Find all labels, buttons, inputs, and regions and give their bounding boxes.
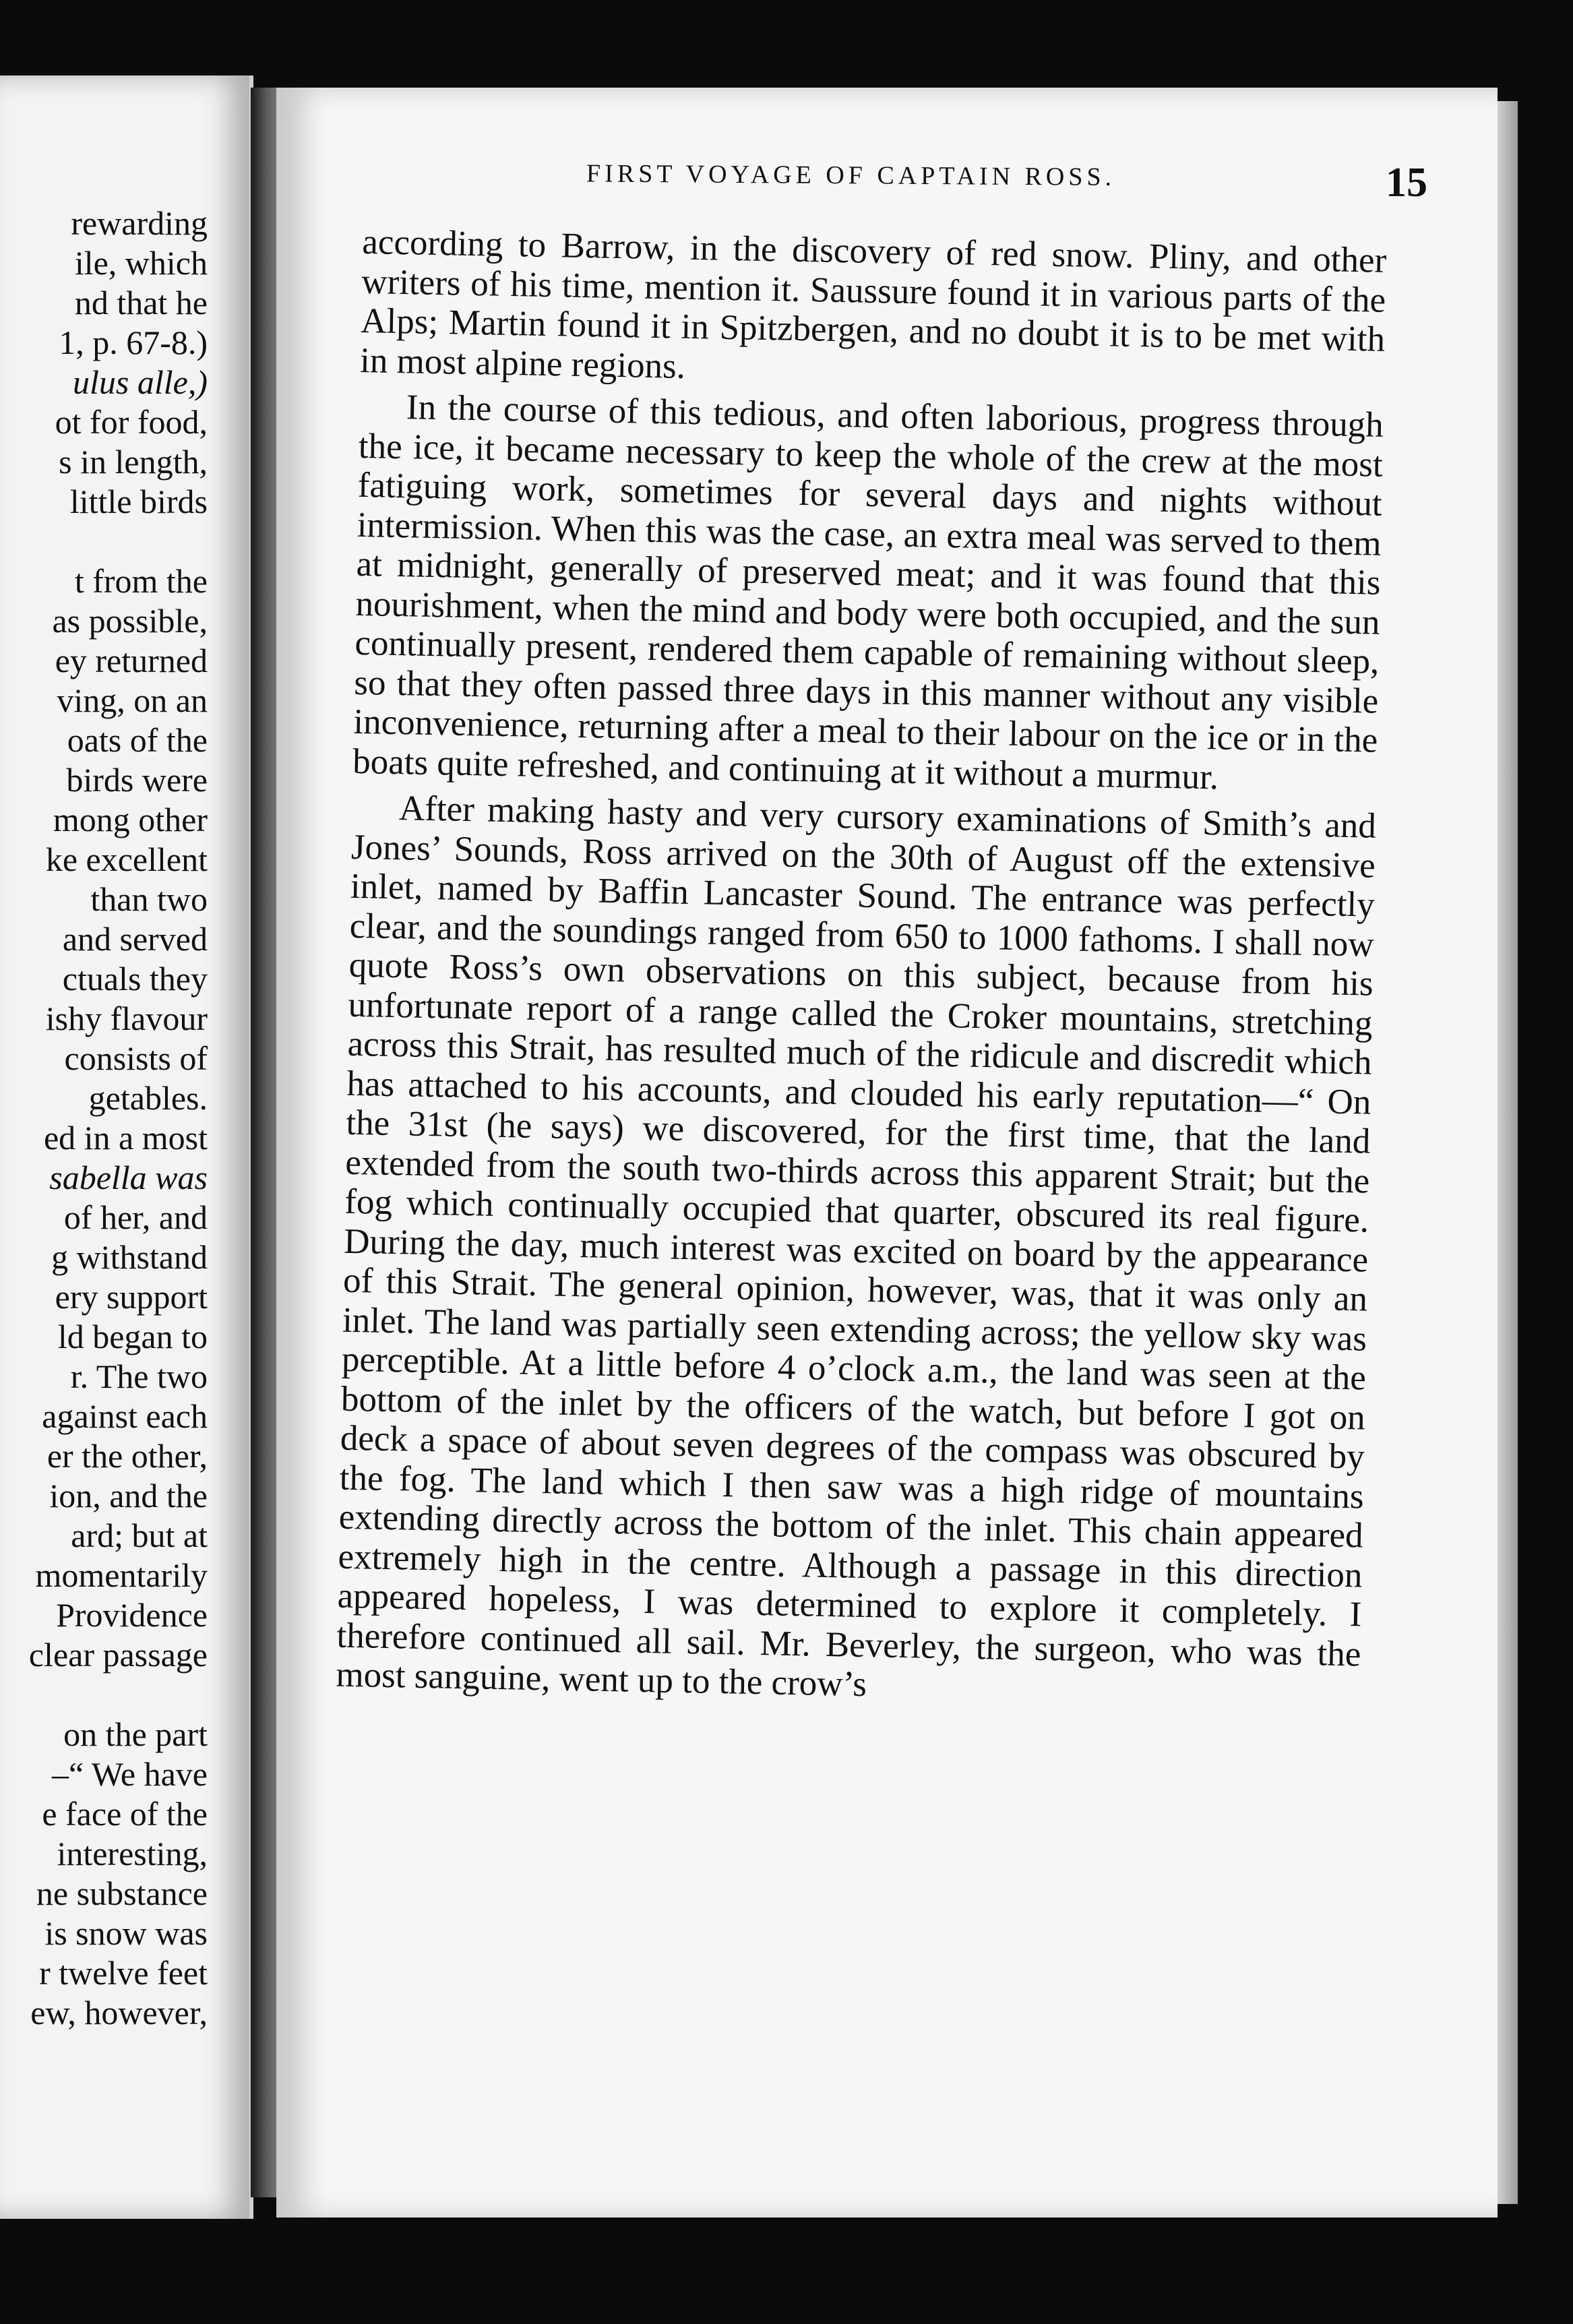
text-line: ion, and the	[49, 1477, 208, 1515]
text-line: er the other,	[47, 1437, 208, 1475]
text-line	[29, 363, 208, 402]
paragraph: In the course of this tedious, and often laborious, progress through the ice, it became necessary to keep the whole of the crew at the most fatiguing work, sometimes for several days and nights without intermission. When this was the case, an extra meal was served to them at midnight, generally of preserved meat; and it was found that this nourishment, when the mind and body were both occupied, and the sun continually present, rendered them capable of remaining without sleep, so that they often passed three days in this manner without any visible inconvenience, returning after a meal to their labour on the ice or in the boats quite refreshed, and continuing at it without a murmur.	[352, 388, 1384, 797]
text-line: s in length,	[59, 443, 208, 481]
text-line: consists of	[64, 1039, 208, 1077]
text-line: ke excellent	[45, 840, 208, 878]
text-line: against each	[42, 1397, 208, 1435]
text-line: g withstand	[51, 1238, 208, 1276]
text-line: r twelve feet	[39, 1954, 208, 1992]
body-text	[336, 222, 1387, 1713]
previous-page	[0, 75, 253, 2219]
text-line: ving, on an	[57, 681, 208, 719]
italic-text: sabella was	[49, 1159, 208, 1196]
text-line: of her, and	[63, 1198, 208, 1236]
paragraph: according to Barrow, in the discovery of red snow. Pliny, and other writers of his time, mention it. Saussure found it in various parts of the Alps; Martin found it in Spitzbergen, and no doubt it is to be met with in most alpine regions.	[359, 222, 1387, 386]
text-line: ed in a most	[43, 1119, 208, 1157]
text-line: rewarding	[71, 204, 208, 242]
text-line	[29, 1158, 208, 1198]
text-line: ery support	[55, 1278, 208, 1316]
text-line: oats of the	[67, 721, 208, 759]
text-line: 1, p. 67-8.)	[59, 324, 208, 361]
text-line: clear passage	[28, 1636, 208, 1674]
text-line: ile, which	[74, 244, 208, 282]
text-line: mong other	[53, 801, 208, 838]
text-line: interesting,	[57, 1835, 208, 1872]
text-line: r. The two	[70, 1357, 208, 1395]
text-line: as possible,	[52, 602, 208, 640]
text-line: ard; but at	[71, 1517, 208, 1554]
text-line-blank	[29, 522, 208, 561]
text-line: getables.	[88, 1079, 208, 1117]
text-line: and served	[62, 920, 208, 958]
text-line: t from the	[74, 562, 208, 600]
text-line: ld began to	[57, 1318, 208, 1355]
text-line: than two	[90, 880, 208, 918]
text-line: little birds	[69, 483, 208, 520]
running-head: FIRST VOYAGE OF CAPTAIN ROSS.	[586, 159, 1116, 191]
text-line: ishy flavour	[45, 1000, 208, 1037]
page-edge	[1498, 101, 1518, 2204]
text-line: –“ We have	[51, 1755, 208, 1793]
text-line: on the part	[63, 1715, 208, 1753]
previous-page-text	[29, 204, 208, 2033]
text-line: birds were	[66, 761, 208, 799]
text-line: ctuals they	[62, 960, 208, 998]
italic-text: ulus alle,)	[73, 363, 208, 401]
text-line: ot for food,	[55, 403, 208, 441]
text-line: ey returned	[55, 642, 208, 679]
paragraph: After making hasty and very cursory examinations of Smith’s and Jones’ Sounds, Ross arrived on the 30th of August off the extensive inlet, named by Baffin Lancaster Sound. The entrance was perfectly clear, and the soundings ranged from 650 to 1000 fathoms. I shall now quote Ross’s own observations on this subject, because from his unfortunate report of a range called the Croker mountains, stretching across this Strait, has resulted much of the ridicule and discredit which has attached to his accounts, and clouded his early reputation—“ On the 31st (he says) we discovered, for the first time, that the land extended from the south two-thirds across this apparent Strait; but the fog which continually occupied that quarter, obscured its real figure. During the day, much interest was excited on board by the appearance of this Strait. The general opinion, however, was, that it was only an inlet. The land was partially seen extending across; the yellow sky was perceptible. At a little before 4 o’clock a.m., the land was seen at the bottom of the inlet by the officers of the watch, but before I got on deck a space of about seven degrees of the compass was obscured by the fog. The land which I then saw was a high ridge of mountains extending directly across the bottom of the inlet. This chain appeared extremely high in the centre. Although a passage in this direction appeared hopeless, I was determined to explore it completely. I therefore continued all sail. Mr. Beverley, the surgeon, who was the most sanguine, went up to the crow’s	[335, 789, 1377, 1705]
text-line: Providence	[56, 1596, 208, 1634]
text-line: is snow was	[44, 1914, 208, 1952]
text-line: nd that he	[74, 284, 208, 322]
text-line: ne substance	[36, 1874, 208, 1912]
text-line-blank	[29, 1675, 208, 1715]
current-page	[276, 88, 1498, 2218]
text-line: momentarily	[35, 1556, 208, 1594]
text-line: ew, however,	[30, 1994, 208, 2031]
text-line: e face of the	[42, 1795, 208, 1833]
page-number: 15	[1386, 160, 1427, 206]
